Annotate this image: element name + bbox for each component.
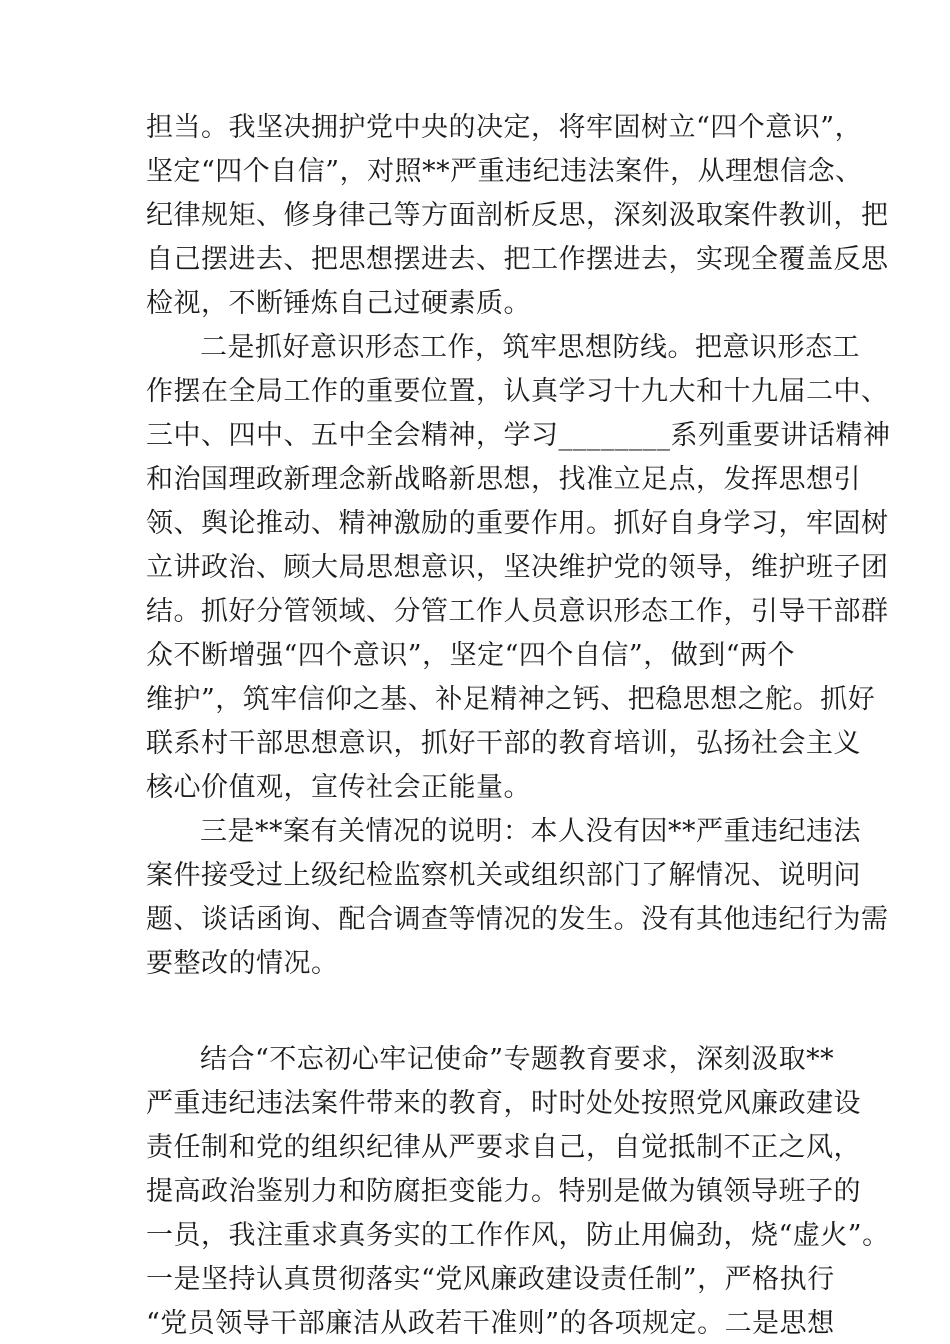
text-line: 三是**案有关情况的说明：本人没有因**严重违纪违法 xyxy=(200,816,861,847)
text-line: 担当。我坚决拥护党中央的决定，将牢固树立“四个意识”， xyxy=(146,112,863,143)
text-line: 一员，我注重求真务实的工作作风，防止用偏劲，烧“虚火”。 xyxy=(146,1220,890,1251)
text-line: 纪律规矩、修身律己等方面剖析反思，深刻汲取案件教训，把 xyxy=(146,200,889,231)
text-line: 联系村干部思想意识，抓好干部的教育培训，弘扬社会主义 xyxy=(146,728,861,759)
text-line: 结。抓好分管领域、分管工作人员意识形态工作，引导干部群 xyxy=(146,596,889,627)
text-line: 一是坚持认真贯彻落实“党风廉政建设责任制”，严格执行 xyxy=(146,1264,835,1295)
text-line: 作摆在全局工作的重要位置，认真学习十九大和十九届二中、 xyxy=(146,376,889,407)
text-line: 案件接受过上级纪检监察机关或组织部门了解情况、说明问 xyxy=(146,860,861,891)
text-line: 三中、四中、五中全会精神，学习________系列重要讲话精神 xyxy=(146,420,891,451)
text-line: 检视，不断锤炼自己过硬素质。 xyxy=(146,288,531,319)
text-line: 领、舆论推动、精神激励的重要作用。抓好自身学习，牢固树 xyxy=(146,508,889,539)
text-line: 坚定“四个自信”，对照**严重违纪违法案件，从理想信念、 xyxy=(146,156,863,187)
text-line: 结合“不忘初心牢记使命”专题教育要求，深刻汲取** xyxy=(200,1044,835,1075)
text-line: 严重违纪违法案件带来的教育，时时处处按照党风廉政建设 xyxy=(146,1088,861,1119)
text-line: 自己摆进去、把思想摆进去、把工作摆进去，实现全覆盖反思 xyxy=(146,244,889,275)
text-line: 立讲政治、顾大局思想意识，坚决维护党的领导，维护班子团 xyxy=(146,552,889,583)
text-line: 二是抓好意识形态工作，筑牢思想防线。把意识形态工 xyxy=(200,332,860,363)
text-line: 责任制和党的组织纪律从严要求自己，自觉抵制不正之风， xyxy=(146,1132,861,1163)
text-line: 和治国理政新理念新战略新思想，找准立足点，发挥思想引 xyxy=(146,464,861,495)
text-line: 维护”，筑牢信仰之基、补足精神之钙、把稳思想之舵。抓好 xyxy=(146,684,876,715)
text-line: 要整改的情况。 xyxy=(146,948,339,979)
text-line: 题、谈话函询、配合调查等情况的发生。没有其他违纪行为需 xyxy=(146,904,889,935)
text-line: 核心价值观，宣传社会正能量。 xyxy=(146,772,531,803)
text-line: 提高政治鉴别力和防腐拒变能力。特别是做为镇领导班子的 xyxy=(146,1176,861,1207)
text-line: 众不断增强“四个意识”，坚定“四个自信”，做到“两个 xyxy=(146,640,796,671)
text-line: “党员领导干部廉洁从政若干准则”的各项规定。二是思想 xyxy=(146,1308,835,1339)
